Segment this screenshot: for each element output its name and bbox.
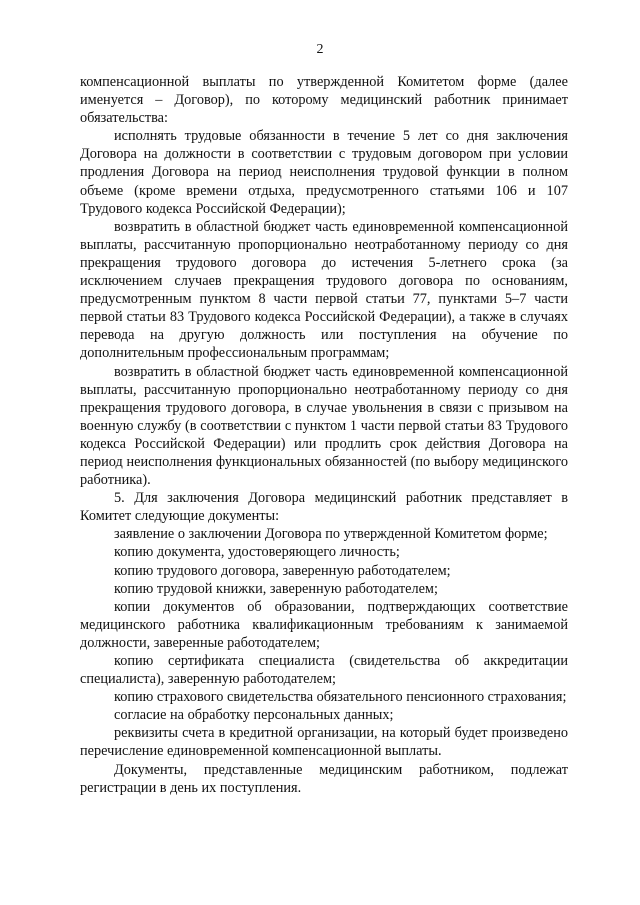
paragraph-intro: компенсационной выплаты по утвержденной Комитетом форме (далее именуется – Договор), по которому медицинский работник принимает обязательства:: [80, 74, 568, 127]
list-item: копию документа, удостоверяющего личность;: [114, 544, 400, 561]
list-item: реквизиты счета в кредитной организации, на который будет произведено перечисление единовременной компенсационной выплаты.: [80, 725, 568, 760]
list-item: заявление о заключении Договора по утвержденной Комитетом форме;: [114, 526, 548, 543]
list-item: копии документов об образовании, подтверждающих соответствие медицинского работника квалификационным требованиям к занимаемой должности, заверенные работодателем;: [80, 598, 568, 651]
paragraph-item-5: 5. Для заключения Договора медицинский работник представляет в Комитет следующие документы:: [80, 490, 568, 525]
page-number: 2: [316, 42, 324, 57]
list-item: копию трудовой книжки, заверенную работодателем;: [114, 580, 438, 597]
paragraph-obligation-work: исполнять трудовые обязанности в течение 5 лет со дня заключения Договора на должности в соответствии с трудовым договором при условии продления Договора на период неисполнения трудовой функции в полном объеме (кроме времени отдыха, предусмотренного статьями 106 и 107 Трудового кодекса Российской Федерации);: [80, 128, 568, 217]
paragraph-obligation-return-military: возвратить в областной бюджет часть единовременной компенсационной выплаты, рассчитанную пропорционально неотработанному периоду со дня прекращения трудового договора, в случае увольнения в связи с призывом на военную службу (в соответствии с пунктом 1 части первой статьи 83 Трудового кодекса Российской Федерации) или продлить срок действия Договора на период неисполнения функциональных обязанностей (по выбору медицинского работника).: [80, 363, 568, 489]
paragraph-registration: Документы, представленные медицинским работником, подлежат регистрации в день их поступления.: [80, 761, 568, 796]
list-item: копию сертификата специалиста (свидетельства об аккредитации специалиста), заверенную работодателем;: [80, 653, 568, 688]
paragraph-obligation-return: возвратить в областной бюджет часть единовременной компенсационной выплаты, рассчитанную пропорционально неотработанному периоду со дня прекращения трудового договора до истечения 5-летнего срока (за исключением случаев прекращения трудового договора по основаниям, предусмотренным пунктом 8 части первой статьи 77, пунктами 5–7 части первой статьи 83 Трудового кодекса Российской Федерации), а также в случаях перевода на другую должность или поступления на обучение по дополнительным профессиональным программам;: [80, 218, 568, 362]
list-item: согласие на обработку персональных данных;: [114, 707, 394, 724]
list-item: копию трудового договора, заверенную работодателем;: [114, 562, 451, 579]
document-body: [80, 73, 568, 797]
list-item: копию страхового свидетельства обязательного пенсионного страхования;: [114, 689, 567, 706]
